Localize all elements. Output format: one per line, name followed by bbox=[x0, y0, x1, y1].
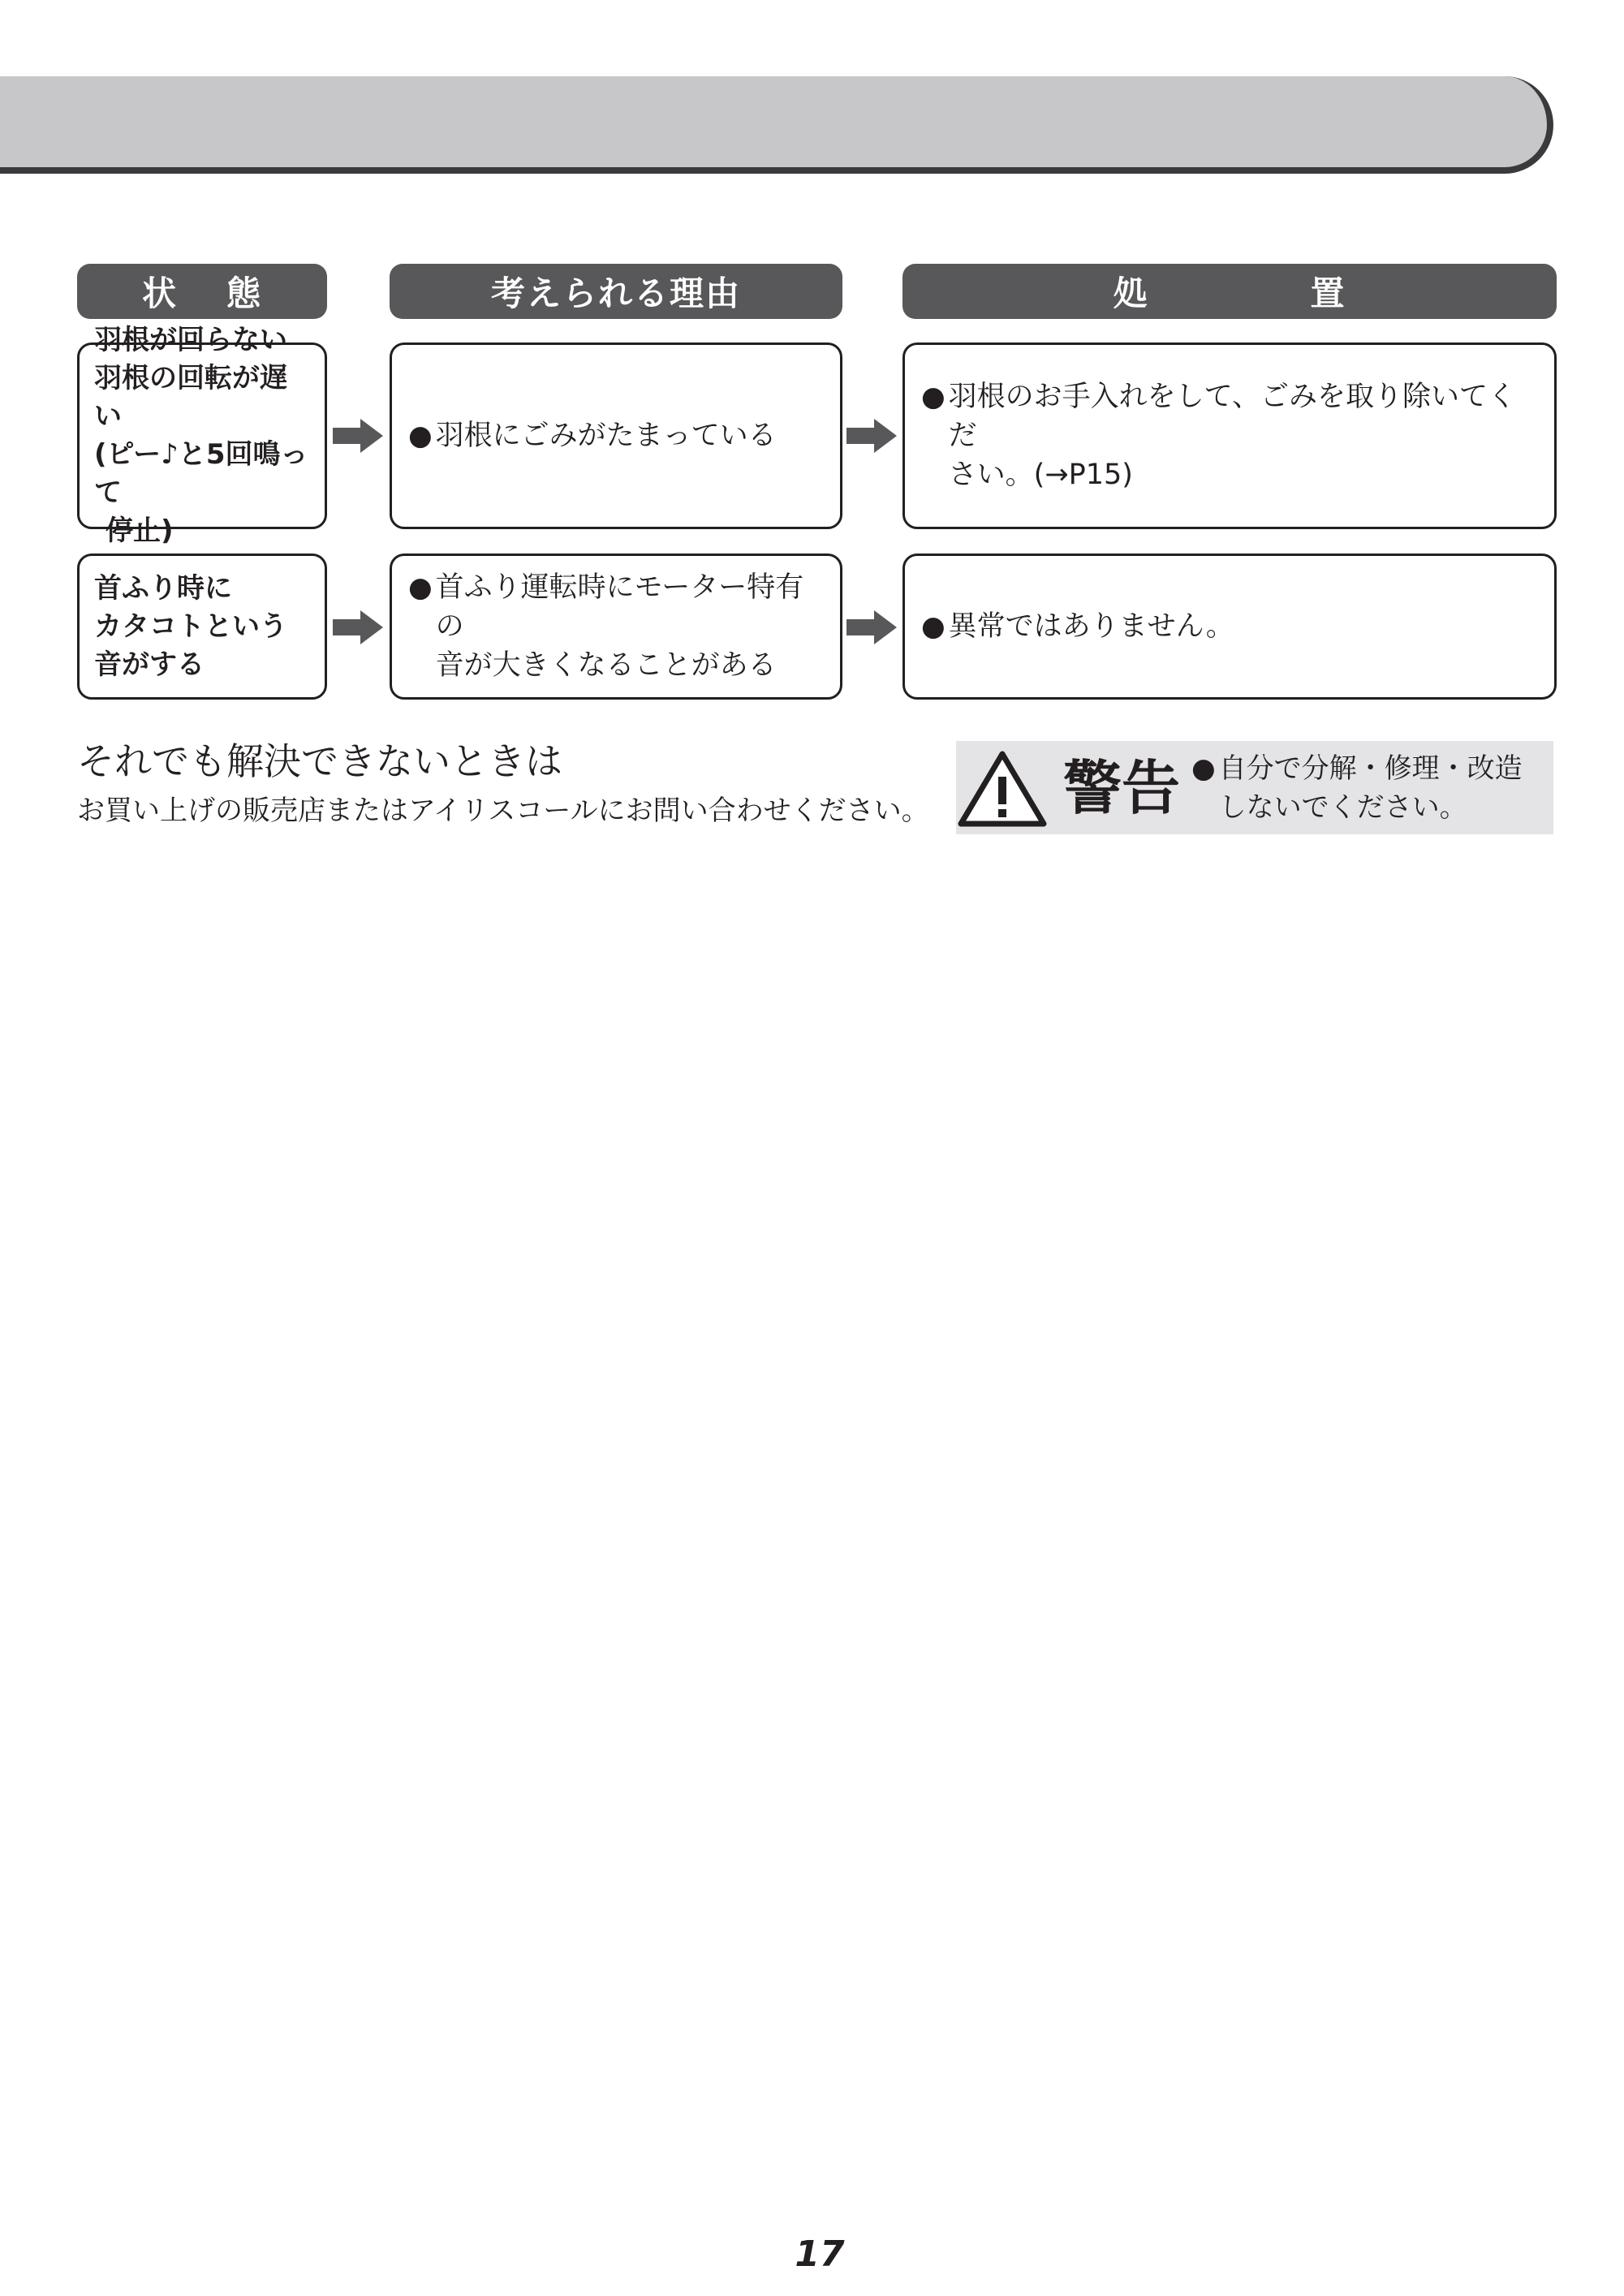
row-2-reason-line-2: 音が大きくなることがある bbox=[435, 649, 777, 682]
column-header-status-char-2: 態 bbox=[226, 274, 262, 313]
row-1-reason-line-1: 羽根にごみがたまっている bbox=[435, 420, 777, 452]
column-header-status-char-1: 状 bbox=[141, 274, 178, 313]
column-header-action-char-1: 処 bbox=[1113, 274, 1149, 313]
row-1-reason-box bbox=[390, 342, 842, 529]
row-1-action-line-2: さい。(→P15) bbox=[948, 459, 1133, 491]
row-1-status-line-3: (ピー♪と5回鳴って bbox=[94, 438, 308, 509]
row-1-reason-bullet: ● bbox=[408, 420, 433, 452]
row-2-reason-line-1: 首ふり運転時にモーター特有の bbox=[435, 571, 804, 643]
column-header-reason bbox=[390, 264, 842, 319]
column-header-action bbox=[902, 264, 1557, 319]
warning-triangle-icon bbox=[956, 747, 1049, 829]
warning-bullet: ● bbox=[1191, 752, 1216, 785]
column-header-action-char-2: 置 bbox=[1310, 274, 1346, 313]
row-1-status-line-2: 羽根の回転が遅い bbox=[94, 362, 287, 433]
column-header-reason-label: 考えられる理由 bbox=[490, 274, 741, 313]
column-header-status bbox=[77, 264, 327, 319]
section-header-band bbox=[0, 76, 1553, 174]
row-2-arrow-right-icon-2 bbox=[846, 610, 897, 644]
row-2-status-box bbox=[77, 554, 327, 700]
warning-text bbox=[1191, 749, 1523, 827]
warning-line-1: 自分で分解・修理・改造 bbox=[1218, 752, 1523, 785]
page-number: 17 bbox=[795, 2234, 845, 2275]
row-1-action-box bbox=[902, 342, 1557, 529]
row-2-action-box bbox=[902, 554, 1557, 700]
row-1-status-line-1: 羽根が回らない bbox=[94, 324, 287, 356]
row-1-status-box bbox=[77, 324, 327, 547]
row-2-action-line-1: 異常ではありません。 bbox=[948, 610, 1234, 643]
row-2-action-bullet: ● bbox=[921, 610, 946, 643]
row-1-arrow-right-icon bbox=[333, 419, 383, 453]
row-1-arrow-right-icon-2 bbox=[846, 419, 897, 453]
row-2-status-line-2: カタコトという bbox=[94, 610, 287, 643]
row-1-action-line-1: 羽根のお手入れをして、ごみを取り除いてくだ bbox=[948, 381, 1516, 452]
note-title: それでも解決できないときは bbox=[77, 739, 562, 783]
row-2-reason-box bbox=[390, 554, 842, 700]
row-1-action-bullet: ● bbox=[921, 381, 946, 413]
row-2-status-line-3: 音がする bbox=[94, 648, 205, 681]
row-2-arrow-right-icon bbox=[333, 610, 383, 644]
row-2-status-line-1: 首ふり時に bbox=[94, 571, 232, 605]
warning-box bbox=[956, 741, 1553, 834]
row-1-status-line-4: 停止) bbox=[106, 515, 174, 547]
warning-line-2: しないでください。 bbox=[1218, 791, 1467, 824]
note-body: お買い上げの販売店またはアイリスコールにお問い合わせください。 bbox=[77, 795, 929, 827]
row-2-reason-bullet: ● bbox=[408, 571, 433, 604]
warning-label: 警告 bbox=[1063, 754, 1181, 822]
